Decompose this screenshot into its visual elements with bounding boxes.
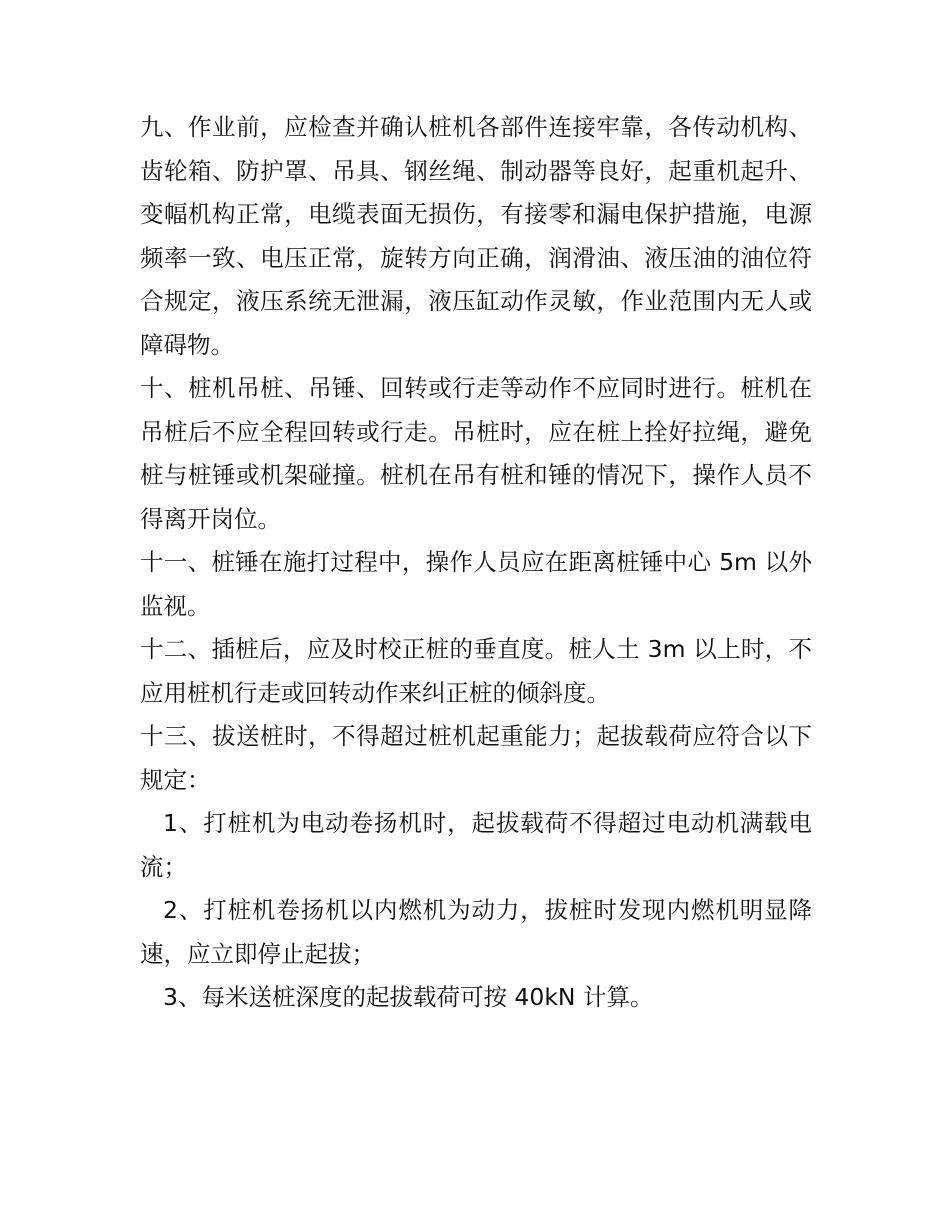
paragraph-item-10: 十、桩机吊桩、吊锤、回转或行走等动作不应同时进行。桩机在吊桩后不应全程回转或行走。吊桩时，应在桩上拴好拉绳，避免桩与桩锤或机架碰撞。桩机在吊有桩和锤的情况下，操作人员不得离开岗位。 (140, 374, 812, 533)
sub-item-13-1: 1、打桩机为电动卷扬机时，起拔载荷不得超过电动机满载电流； (140, 809, 812, 881)
sub-item-13-3: 3、每米送桩深度的起拔载荷可按 40kN 计算。 (163, 983, 654, 1011)
sub-item-13-2: 2、打桩机卷扬机以内燃机为动力，拔桩时发现内燃机明显降速，应立即停止起拔； (140, 896, 812, 968)
paragraph-item-11: 十一、桩锤在施打过程中，操作人员应在距离桩锤中心 5m 以外监视。 (140, 548, 812, 620)
paragraph-item-12: 十二、插桩后，应及时校正桩的垂直度。桩人土 3m 以上时，不应用桩机行走或回转动作来纠正桩的倾斜度。 (140, 635, 812, 707)
paragraph-item-9: 九、作业前，应检查并确认桩机各部件连接牢靠，各传动机构、齿轮箱、防护罩、吊具、钢丝绳、制动器等良好，起重机起升、变幅机构正常，电缆表面无损伤，有接零和漏电保护措施，电源频率一致、电压正常，旋转方向正确，润滑油、液压油的油位符合规定，液压系统无泄漏，液压缸动作灵敏，作业范围内无人或障碍物。 (140, 113, 812, 359)
paragraph-item-13: 十三、拔送桩时，不得超过桩机起重能力；起拔载荷应符合以下规定： (140, 722, 812, 794)
document-body (140, 106, 812, 1020)
